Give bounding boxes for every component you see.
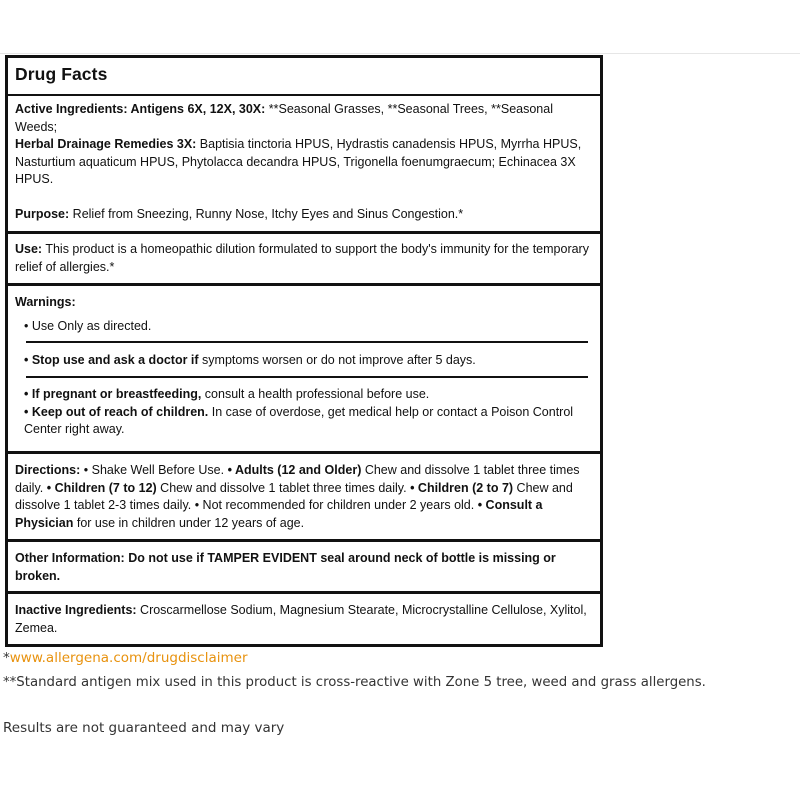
directions-text: Chew and dissolve 1 tablet 2-3 times daily. • Not recommended for children under 2 years old. xyxy=(15,480,573,512)
warnings-label: Warnings: xyxy=(15,295,76,309)
warning-item-bold: • Stop use and ask a doctor if xyxy=(24,353,199,367)
divider-rule xyxy=(8,451,600,454)
directions-section xyxy=(15,462,597,532)
directions-text: • Shake Well Before Use. xyxy=(80,463,228,477)
directions-bold: • Children (7 to 12) xyxy=(46,480,157,495)
title-rule xyxy=(8,94,600,96)
directions-text: Chew and dissolve 1 tablet three times daily. xyxy=(15,463,580,495)
warning-item-text: • Use Only as directed. xyxy=(24,319,152,333)
use-label: Use: xyxy=(15,242,43,256)
warning-item-text: symptoms worsen or do not improve after 5 days. xyxy=(198,353,476,367)
use-section xyxy=(15,241,597,276)
directions-bold: • Consult a Physician xyxy=(15,498,543,530)
divider-rule xyxy=(8,283,600,286)
panel-title: Drug Facts xyxy=(15,64,108,84)
warning-item-text: consult a health professional before use. xyxy=(201,387,430,401)
herbal-text: Baptisia tinctoria HPUS, Hydrastis canadensis HPUS, Myrrha HPUS, Nasturtium aquaticum HPUS, Phytolacca decandra HPUS, Trigonella foenumgraecum; Echinacea 3X HPUS. xyxy=(15,137,582,186)
warning-item xyxy=(24,386,596,439)
results-note: Results are not guaranteed and may vary xyxy=(3,720,285,736)
antigen-note: **Standard antigen mix used in this product is cross-reactive with Zone 5 tree, weed and grass allergens. xyxy=(3,675,706,690)
directions-label: Directions: xyxy=(15,463,81,477)
warning-rule xyxy=(26,376,588,378)
warning-item xyxy=(24,318,596,336)
other-info-text: Other Information: Do not use if TAMPER EVIDENT seal around neck of bottle is missing or broken. xyxy=(15,551,556,583)
divider-rule xyxy=(8,539,600,542)
disclaimer-link[interactable]: www.allergena.com/drugdisclaimer xyxy=(9,650,248,666)
disclaimer-line xyxy=(3,650,248,666)
warning-rule xyxy=(26,341,588,343)
drug-facts-panel xyxy=(5,55,603,647)
warning-item-bold: • Keep out of reach of children. xyxy=(24,404,209,419)
warning-item-bold: • If pregnant or breastfeeding, xyxy=(24,387,202,401)
divider-rule xyxy=(8,591,600,594)
directions-text: for use in children under 12 years of age. xyxy=(73,515,305,530)
active-label: Active Ingredients: Antigens 6X, 12X, 30X: xyxy=(15,102,266,116)
active-text: **Seasonal Grasses, **Seasonal Trees, **Seasonal Weeds; xyxy=(15,102,553,134)
purpose-text: Relief from Sneezing, Runny Nose, Itchy Eyes and Sinus Congestion.* xyxy=(69,207,464,221)
directions-bold: • Adults (12 and Older) xyxy=(227,463,362,477)
warning-item-text: In case of overdose, get medical help or contact a Poison Control Center right away. xyxy=(24,404,574,436)
warnings-label-block xyxy=(15,294,597,312)
purpose-label: Purpose: xyxy=(15,207,70,221)
asterisk: * xyxy=(3,650,10,666)
use-text: This product is a homeopathic dilution formulated to support the body's immunity for the temporary relief of allergies.* xyxy=(15,242,589,274)
other-information xyxy=(15,550,597,585)
top-divider xyxy=(0,53,800,54)
inactive-ingredients xyxy=(15,602,597,637)
divider-rule xyxy=(8,231,600,234)
purpose-section xyxy=(15,206,597,224)
directions-text: Chew and dissolve 1 tablet three times daily. xyxy=(156,480,411,495)
inactive-text: Croscarmellose Sodium, Magnesium Stearate, Microcrystalline Cellulose, Xylitol, Zemea. xyxy=(15,603,587,635)
warning-item xyxy=(24,352,596,370)
inactive-label: Inactive Ingredients: xyxy=(15,603,137,617)
herbal-label: Herbal Drainage Remedies 3X: xyxy=(15,137,197,151)
active-ingredients xyxy=(15,101,597,189)
directions-bold: • Children (2 to 7) xyxy=(410,480,514,495)
